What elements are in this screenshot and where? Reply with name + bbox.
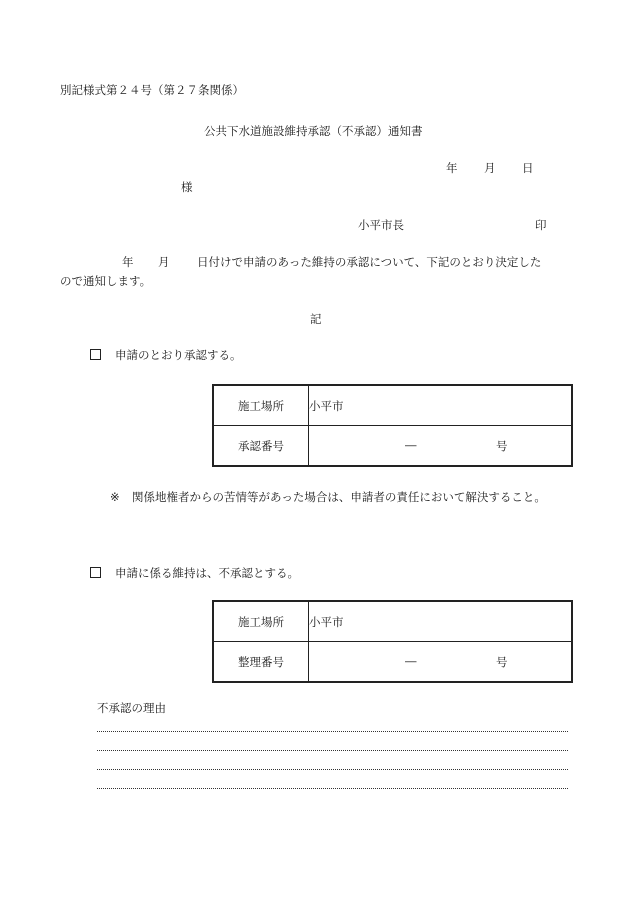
number-dash: ― bbox=[405, 438, 417, 452]
approval-number-label: 承認番号 bbox=[213, 426, 309, 467]
reference-number-label: 整理番号 bbox=[213, 642, 309, 683]
approval-note: 関係地権者からの苦情等があった場合は、申請者の責任において解決すること。 bbox=[132, 490, 546, 504]
note-mark: ※ bbox=[110, 490, 120, 504]
construction-site-value: 小平市 bbox=[309, 385, 573, 426]
body-text-line1: 日付けで申請のあった維持の承認について、下記のとおり決定した bbox=[197, 255, 542, 269]
document-title: 公共下水道施設維持承認（不承認）通知書 bbox=[204, 124, 423, 138]
approval-option[interactable] bbox=[90, 348, 242, 362]
reference-suffix: 号 bbox=[496, 655, 508, 669]
reason-line[interactable] bbox=[97, 769, 568, 770]
reason-line[interactable] bbox=[97, 731, 568, 732]
date-year: 年 bbox=[446, 161, 458, 175]
form-number: 別記様式第２４号（第２７条関係） bbox=[60, 83, 244, 97]
number-suffix: 号 bbox=[496, 439, 508, 453]
date-month: 月 bbox=[484, 161, 496, 175]
rejection-checkbox[interactable] bbox=[90, 567, 101, 578]
approval-checkbox[interactable] bbox=[90, 349, 101, 360]
seal-mark: 印 bbox=[535, 218, 547, 232]
approval-label: 申請のとおり承認する。 bbox=[115, 348, 242, 362]
approval-number-value bbox=[309, 426, 573, 467]
addressee-suffix: 様 bbox=[181, 180, 193, 194]
approval-table bbox=[212, 384, 573, 467]
construction-site-label: 施工場所 bbox=[213, 385, 309, 426]
body-text-line2: ので通知します。 bbox=[60, 274, 152, 288]
ki-heading: 記 bbox=[310, 312, 322, 326]
issuer: 小平市長 bbox=[358, 218, 404, 232]
body-year: 年 bbox=[122, 255, 134, 269]
rejection-reason-label: 不承認の理由 bbox=[97, 701, 166, 715]
rejection-label: 申請に係る維持は、不承認とする。 bbox=[115, 566, 299, 580]
body-month: 月 bbox=[158, 255, 170, 269]
rejection-site-label: 施工場所 bbox=[213, 601, 309, 642]
date-day: 日 bbox=[522, 161, 534, 175]
reason-line[interactable] bbox=[97, 788, 568, 789]
rejection-site-value: 小平市 bbox=[309, 601, 573, 642]
rejection-option[interactable] bbox=[90, 566, 299, 580]
reason-line[interactable] bbox=[97, 750, 568, 751]
reference-number-value bbox=[309, 642, 573, 683]
reference-dash: ― bbox=[405, 654, 417, 668]
rejection-table bbox=[212, 600, 573, 683]
